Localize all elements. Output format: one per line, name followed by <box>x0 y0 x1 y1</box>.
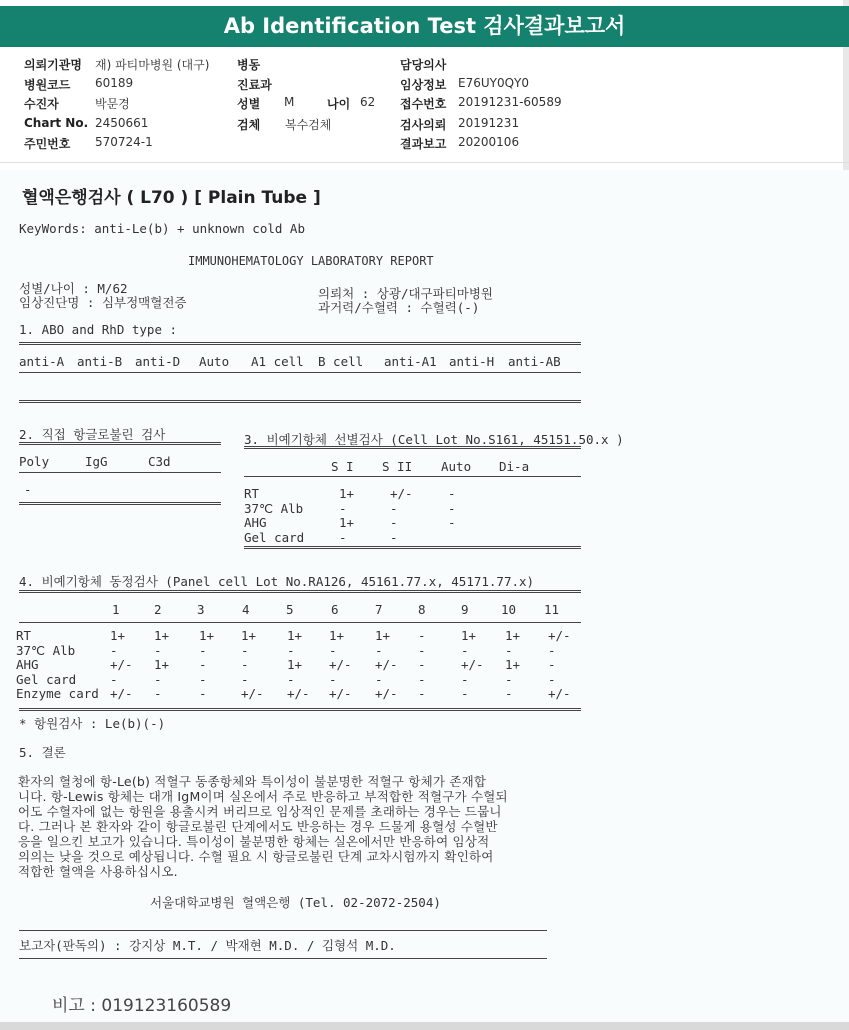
screen-cell: 1+ <box>339 515 355 530</box>
panel-cell: - <box>461 671 469 687</box>
sex-age-line: 성별/나이 : M/62 <box>19 281 128 296</box>
header-label: 의뢰기관명 <box>24 58 82 72</box>
abo-header: anti-AB <box>508 354 561 369</box>
screen-cell: - <box>390 500 398 516</box>
panel-cell: - <box>199 642 207 658</box>
history-line: 과거력/수혈력 : 수혈력(-) <box>318 300 480 315</box>
dat-rule-mid <box>19 472 221 473</box>
panel-cell: - <box>461 642 469 658</box>
dat-rule-bottom <box>19 502 221 505</box>
panel-cell: 1+ <box>154 628 170 643</box>
panel-header: 5 <box>286 602 294 617</box>
panel-header: 8 <box>418 602 426 617</box>
header-value: 20191231 <box>458 116 520 130</box>
panel-cell: - <box>548 642 556 658</box>
institution-line: 서울대학교병원 혈액은행 (Tel. 02-2072-2504) <box>150 895 441 910</box>
memo-line: 비고 : 019123160589 <box>52 996 232 1016</box>
panel-cell: +/- <box>110 657 133 672</box>
reporter-rule-bottom <box>19 958 547 959</box>
panel-header: 7 <box>375 602 383 617</box>
panel-cell: - <box>241 671 249 687</box>
antigen-line: * 항원검사 : Le(b)(-) <box>19 716 166 731</box>
panel-header: 1 <box>112 602 120 617</box>
header-value: 570724-1 <box>95 135 153 149</box>
panel-cell: 1+ <box>329 628 345 643</box>
header-value: 재) 파티마병원 (대구) <box>95 58 210 72</box>
panel-cell: 1+ <box>505 628 521 643</box>
screen-rule-top <box>244 446 581 449</box>
panel-cell: +/- <box>329 657 352 672</box>
screen-row-label: RT <box>244 486 260 501</box>
screen-cell: - <box>448 486 456 501</box>
panel-cell: 1+ <box>461 628 477 643</box>
header-divider <box>0 162 849 163</box>
panel-row-label: 37℃ Alb <box>16 642 76 658</box>
panel-header: 3 <box>197 602 205 617</box>
panel-cell: - <box>329 642 337 658</box>
abo-header: anti-D <box>135 354 181 369</box>
panel-rule-bottom <box>19 708 581 711</box>
panel-row-label: Enzyme card <box>16 686 99 701</box>
panel-cell: - <box>418 686 426 701</box>
panel-cell: +/- <box>548 628 571 643</box>
panel-row-label: Gel card <box>16 671 77 687</box>
header-value: 박문경 <box>95 97 130 111</box>
abo-header: A1 cell <box>251 354 304 369</box>
diagnosis-line: 임상진단명 : 심부정맥혈전증 <box>19 295 187 310</box>
panel-cell: - <box>199 686 207 701</box>
conclusion-line: 의의는 낮을 것으로 예상됩니다. 수혈 필요 시 항글로불린 단계 교차시험까지 확인하여 <box>18 849 494 864</box>
dat-header: Poly <box>19 454 50 469</box>
screen-cell: - <box>390 529 398 545</box>
panel-header: 11 <box>544 602 560 617</box>
panel-header: 9 <box>461 602 469 617</box>
abo-header: anti-A <box>19 354 65 369</box>
panel-rule-mid <box>19 622 581 623</box>
panel-header: 6 <box>331 602 339 617</box>
screen-cell: - <box>339 529 347 545</box>
panel-cell: - <box>110 642 118 658</box>
screen-cell: - <box>448 500 456 516</box>
header-value: 2450661 <box>95 116 149 130</box>
panel-cell: - <box>110 671 118 687</box>
screen-rule-mid <box>244 476 581 477</box>
header-label: 검사의뢰 <box>400 118 447 132</box>
panel-row-label: AHG <box>16 657 39 672</box>
header-value: 62 <box>360 95 376 109</box>
section-title: 혈액은행검사 ( L70 ) [ Plain Tube ] <box>22 188 321 208</box>
screen-cell: 1+ <box>339 486 355 501</box>
panel-cell: - <box>287 671 295 687</box>
header-label: 성별 <box>237 97 261 111</box>
header-value: 60189 <box>95 76 134 90</box>
header-value: 복수검체 <box>285 118 332 132</box>
panel-cell: - <box>199 671 207 687</box>
conclusion-line: 적합한 혈액을 사용하십시오. <box>18 864 178 879</box>
dat-header: IgG <box>85 454 108 469</box>
conclusion-line: 환자의 혈청에 항-Le(b) 적혈구 동종항체와 특이성이 불분명한 적혈구 항체가 존재합 <box>18 774 487 789</box>
panel-cell: - <box>548 671 556 687</box>
header-label: 임상정보 <box>400 78 447 92</box>
dat-header: C3d <box>148 454 171 469</box>
panel-cell: +/- <box>241 686 264 701</box>
panel-cell: 1+ <box>505 657 521 672</box>
screen-cell: - <box>339 500 347 516</box>
header-value: 20200106 <box>458 135 520 149</box>
abo-header: Auto <box>199 354 230 369</box>
conclusion-paragraph <box>18 774 628 879</box>
panel-cell: - <box>154 686 162 701</box>
panel-cell: +/- <box>375 657 398 672</box>
keywords-line: KeyWords: anti-Le(b) + unknown cold Ab <box>19 221 305 236</box>
header-label: 담당의사 <box>400 58 447 72</box>
abo-header: anti-B <box>77 354 123 369</box>
panel-cell: 1+ <box>287 657 303 672</box>
panel-cell: - <box>241 657 249 672</box>
screen-section-title: 3. 비예기항체 선별검사 (Cell Lot No.S161, 45151.50.x ) <box>244 432 624 447</box>
conclusion-line: 어도 수혈자에 없는 항원을 용출시켜 버리므로 임상적인 문제를 초래하는 경우는 드뭅니 <box>18 804 502 819</box>
abo-rule-mid <box>19 372 581 373</box>
screen-cell: - <box>390 515 398 530</box>
panel-cell: +/- <box>375 686 398 701</box>
header-label: 진료과 <box>237 78 272 92</box>
header-label: 병원코드 <box>24 78 71 92</box>
abo-section-title: 1. ABO and RhD type : <box>19 322 178 337</box>
panel-cell: +/- <box>548 686 571 701</box>
report-title: Ab Identification Test 검사결과보고서 <box>0 6 849 47</box>
header-label: 주민번호 <box>24 137 71 151</box>
conclusion-line: 니다. 항-Lewis 항체는 대개 IgM이며 실온에서 주로 반응하고 부적합한 적혈구가 수혈되 <box>18 789 508 804</box>
panel-cell: 1+ <box>154 657 170 672</box>
panel-rule-top <box>19 590 581 593</box>
abo-header: anti-H <box>449 354 495 369</box>
panel-cell: - <box>418 657 426 672</box>
conclusion-line: 응을 일으킨 보고가 있습니다. 특이성이 불분명한 항체는 실온에서만 반응하여 임상적 <box>18 834 490 849</box>
dat-value: - <box>24 482 32 497</box>
screen-row-label: Gel card <box>244 529 305 545</box>
panel-header: 10 <box>501 602 517 617</box>
panel-header: 2 <box>154 602 162 617</box>
panel-cell: - <box>418 628 426 643</box>
panel-cell: - <box>418 671 426 687</box>
panel-cell: 1+ <box>287 628 303 643</box>
panel-section-title: 4. 비예기항체 동정검사 (Panel cell Lot No.RA126, 45161.77.x, 45171.77.x) <box>19 574 535 589</box>
reporter-line: 보고자(판독의) : 강지상 M.T. / 박재현 M.D. / 김형석 M.D. <box>19 938 396 953</box>
screen-header: Di-a <box>499 459 530 474</box>
panel-header: 4 <box>242 602 250 617</box>
header-label: 수진자 <box>24 97 59 111</box>
header-value: M <box>284 95 295 109</box>
requester-line: 의뢰처 : 상광/대구파티마병원 <box>318 286 494 301</box>
screen-cell: +/- <box>390 486 413 501</box>
screen-header: S II <box>382 459 413 474</box>
reporter-rule-top <box>19 930 547 931</box>
bottom-scrollbar[interactable] <box>0 1022 849 1030</box>
panel-cell: - <box>461 686 469 701</box>
header-label: 병동 <box>237 58 261 72</box>
conclusion-title: 5. 결론 <box>19 745 66 760</box>
panel-cell: - <box>329 671 337 687</box>
panel-cell: - <box>548 657 556 672</box>
panel-cell: - <box>375 642 383 658</box>
screen-rule-bottom <box>244 546 581 549</box>
screen-header: S I <box>331 459 354 474</box>
lab-report-heading: IMMUNOHEMATOLOGY LABORATORY REPORT <box>188 254 434 268</box>
panel-cell: +/- <box>110 686 133 701</box>
abo-rule-top <box>19 342 581 345</box>
panel-cell: - <box>154 671 162 687</box>
panel-cell: +/- <box>461 657 484 672</box>
header-label: 검체 <box>237 118 261 132</box>
screen-row-label: 37℃ Alb <box>244 500 304 516</box>
panel-cell: 1+ <box>110 628 126 643</box>
panel-cell: - <box>505 686 513 701</box>
header-label: 나이 <box>327 97 351 111</box>
panel-cell: - <box>241 642 249 658</box>
panel-cell: - <box>199 657 207 672</box>
header-label: 결과보고 <box>400 137 447 151</box>
abo-header: B cell <box>318 354 364 369</box>
conclusion-line: 다. 그러나 본 환자와 같이 항글로불린 단계에서도 반응하는 경우 드물게 용혈성 수혈반 <box>18 819 498 834</box>
panel-cell: - <box>375 671 383 687</box>
panel-cell: - <box>154 642 162 658</box>
abo-rule-bottom <box>19 400 581 403</box>
header-value: E76UY0QY0 <box>458 76 530 90</box>
panel-cell: - <box>287 642 295 658</box>
header-value: 20191231-60589 <box>458 95 562 109</box>
screen-row-label: AHG <box>244 515 267 530</box>
dat-section-title: 2. 직접 항글로불린 검사 <box>19 427 166 442</box>
panel-cell: - <box>418 642 426 658</box>
dat-rule-top <box>19 442 221 445</box>
panel-cell: 1+ <box>199 628 215 643</box>
panel-cell: - <box>505 671 513 687</box>
screen-cell: - <box>448 515 456 530</box>
header-label: Chart No. <box>24 116 89 130</box>
panel-cell: 1+ <box>375 628 391 643</box>
panel-row-label: RT <box>16 628 32 643</box>
panel-cell: +/- <box>287 686 310 701</box>
panel-cell: 1+ <box>241 628 257 643</box>
abo-header: anti-A1 <box>384 354 437 369</box>
header-label: 접수번호 <box>400 97 447 111</box>
panel-cell: +/- <box>329 686 352 701</box>
screen-header: Auto <box>441 459 472 474</box>
panel-cell: - <box>505 642 513 658</box>
